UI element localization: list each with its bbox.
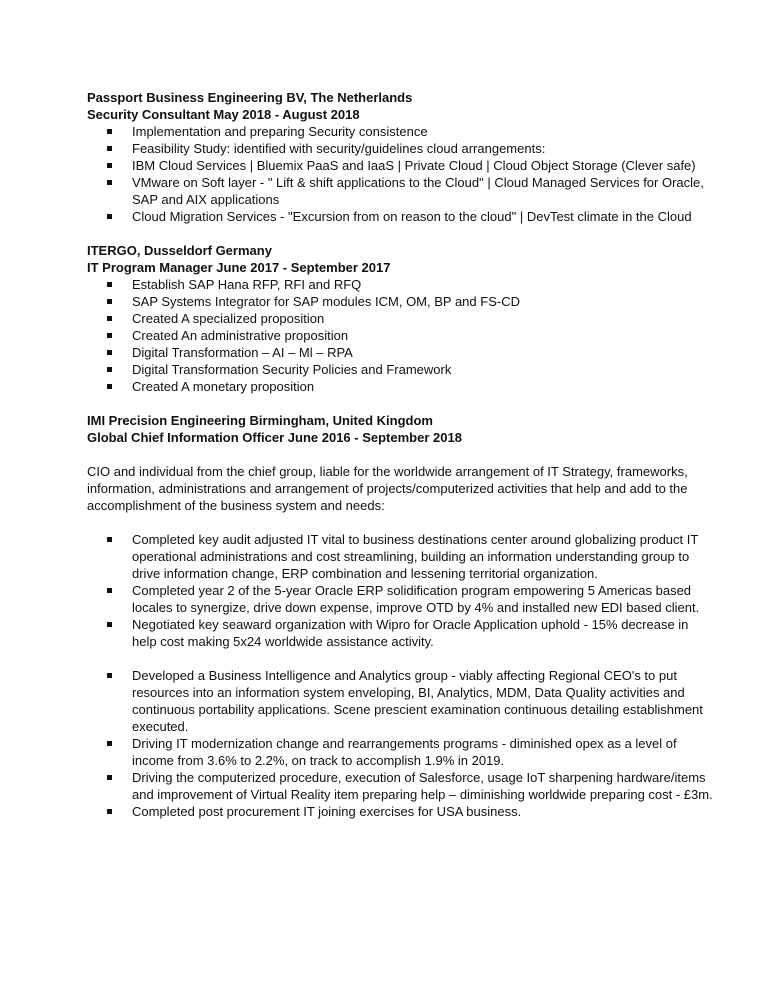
company-name: IMI Precision Engineering Birmingham, United Kingdom <box>87 413 433 428</box>
list-item <box>132 582 715 616</box>
spacer <box>87 650 715 667</box>
job-entry-passport <box>87 89 715 225</box>
responsibilities-list <box>87 276 715 395</box>
list-item-text: Digital Transformation – AI – Ml – RPA <box>132 345 353 360</box>
achievements-list-continued <box>87 667 715 820</box>
spacer <box>87 225 715 242</box>
responsibilities-list <box>87 123 715 225</box>
list-item-text: Implementation and preparing Security consistence <box>132 124 428 139</box>
bullet-icon <box>107 384 112 389</box>
list-item <box>132 157 715 174</box>
list-item-text: Driving the computerized procedure, execution of Salesforce, usage IoT sharpening hardware/items and improvement of Virtual Reality item preparing help – diminishing worldwide preparing cost - £3m. <box>132 770 713 802</box>
spacer <box>87 395 715 412</box>
list-item <box>132 293 715 310</box>
bullet-icon <box>107 214 112 219</box>
bullet-icon <box>107 129 112 134</box>
list-item <box>132 174 715 208</box>
list-item <box>132 769 715 803</box>
list-item-text: Created A monetary proposition <box>132 379 315 394</box>
role-summary: CIO and individual from the chief group, liable for the worldwide arrangement of IT Strategy, frameworks, information, administrations and arrangement of projects/computerized activities that help and add to the accomplishment of the business system and needs: <box>87 464 688 513</box>
bullet-icon <box>107 163 112 168</box>
bullet-icon <box>107 180 112 185</box>
spacer <box>87 514 715 531</box>
bullet-icon <box>107 588 112 593</box>
job-title: IT Program Manager June 2017 - September 2017 <box>87 260 391 275</box>
list-item <box>132 616 715 650</box>
bullet-icon <box>107 299 112 304</box>
list-item-text: Negotiated key seaward organization with Wipro for Oracle Application uphold - 15% decrease in help cost making 5x24 worldwide assistance activity. <box>132 617 689 649</box>
job-entry-itergo <box>87 242 715 395</box>
list-item-text: Created An administrative proposition <box>132 328 349 343</box>
list-item-text: Completed year 2 of the 5-year Oracle ERP solidification program empowering 5 Americas based locales to synergize, drive down expense, improve OTD by 4% and installed new EDI based client. <box>132 583 700 615</box>
company-name: ITERGO, Dusseldorf Germany <box>87 243 272 258</box>
job-title: Security Consultant May 2018 - August 2018 <box>87 107 360 122</box>
list-item-text: Completed key audit adjusted IT vital to business destinations center around globalizing product IT operational administrations and cost streamlining, building an information understanding group to drive information change, ERP combination and lessening territorial organization. <box>132 532 699 581</box>
bullet-icon <box>107 622 112 627</box>
list-item <box>132 310 715 327</box>
list-item-text: Completed post procurement IT joining exercises for USA business. <box>132 804 522 819</box>
bullet-icon <box>107 367 112 372</box>
list-item <box>132 327 715 344</box>
list-item-text: SAP Systems Integrator for SAP modules ICM, OM, BP and FS-CD <box>132 294 520 309</box>
list-item-text: IBM Cloud Services | Bluemix PaaS and IaaS | Private Cloud | Cloud Object Storage (Clever safe) <box>132 158 696 173</box>
bullet-icon <box>107 809 112 814</box>
list-item-text: Cloud Migration Services - "Excursion from on reason to the cloud" | DevTest climate in the Cloud <box>132 209 692 224</box>
list-item <box>132 276 715 293</box>
list-item <box>132 531 715 582</box>
bullet-icon <box>107 350 112 355</box>
bullet-icon <box>107 282 112 287</box>
list-item <box>132 344 715 361</box>
list-item-text: Created A specialized proposition <box>132 311 325 326</box>
spacer <box>87 446 715 463</box>
bullet-icon <box>107 775 112 780</box>
list-item <box>132 361 715 378</box>
bullet-icon <box>107 537 112 542</box>
list-item-text: VMware on Soft layer - " Lift & shift applications to the Cloud" | Cloud Managed Services for Oracle, SAP and AIX applications <box>132 175 704 207</box>
bullet-icon <box>107 146 112 151</box>
achievements-list <box>87 531 715 650</box>
job-title: Global Chief Information Officer June 2016 - September 2018 <box>87 430 462 445</box>
job-entry-imi <box>87 412 715 820</box>
list-item <box>132 378 715 395</box>
bullet-icon <box>107 741 112 746</box>
list-item <box>132 803 715 820</box>
list-item-text: Driving IT modernization change and rearrangements programs - diminished opex as a level of income from 3.6% to 2.2%, on track to accomplish 1.9% in 2019. <box>132 736 677 768</box>
list-item <box>132 140 715 157</box>
bullet-icon <box>107 673 112 678</box>
list-item-text: Feasibility Study: identified with security/guidelines cloud arrangements: <box>132 141 546 156</box>
list-item <box>132 667 715 735</box>
resume-page <box>87 89 715 820</box>
bullet-icon <box>107 333 112 338</box>
list-item-text: Establish SAP Hana RFP, RFI and RFQ <box>132 277 362 292</box>
list-item <box>132 208 715 225</box>
list-item-text: Developed a Business Intelligence and Analytics group - viably affecting Regional CEO's to put resources into an information system enveloping, BI, Analytics, MDM, Data Quality activities and continuous portability applications. Scene prescient examination continuous detailing establishment executed. <box>132 668 703 734</box>
list-item <box>132 735 715 769</box>
list-item <box>132 123 715 140</box>
bullet-icon <box>107 316 112 321</box>
list-item-text: Digital Transformation Security Policies and Framework <box>132 362 452 377</box>
company-name: Passport Business Engineering BV, The Netherlands <box>87 90 413 105</box>
